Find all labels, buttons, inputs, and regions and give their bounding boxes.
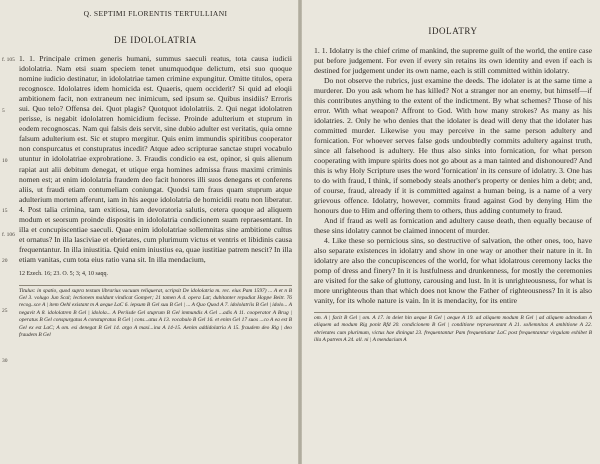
line-number: 15 <box>2 208 8 214</box>
line-number: 25 <box>2 308 8 314</box>
line-number: 30 <box>2 358 8 364</box>
paragraph: Do not observe the rubrics, just examine the deeds. The idolater is at the same time a murderer. Do you ask whom he has killed? Not a stranger nor an enemy, but himself—if this contributes anything to the extent of the indictment. By what schemes? Those of his error. With what weapon? Affront to God. With how many strokes? As many as his idolatries. 2. Only he who denies that the idolater is dead will deny that the idolater has committed murder. Likewise you may perceive in the same person adultery and fornication. For whoever serves false gods undoubtedly commits adultery against truth, since all falsehood is adultery. He thus also sinks into fornication, for what person cooperating with impure spirits does not go about as a man tainted and dishonoured? And this is why Holy Scripture uses the word 'fornication' in its censure of idolatry. 3. One has to do with fraud, I think, if somebody steals another's property or denies him a debt; and, of course, fraud, already if it is committed against a human being, is a name of a very grievous offence. Idolatry, however, commits fraud against God by denying Him the honours due to Him and offering them to others, thus adding contumely to fraud. <box>314 76 592 215</box>
right-page-english <box>302 0 600 464</box>
margin-folio-label: f. 105 <box>2 57 15 63</box>
critical-apparatus: om. A | facit B Gel | om. A 17. in deiet hin aeque B Gel | aeque A 19. ad aliquem modum B Gel | ad aliquem admodum A aliquem ad modum Rig ponit Rfd 20. condicionem B Gel | conditione repraesentant A 21. sollemnitas A ambitione A 22. ebrietates cum plurimum, victus hae diningut 23. frequentantur Pam frequentiatur LaC post frequentantur virgulam exhibet B illa A patrem A 24. all. ni | A mendacium A <box>314 312 592 345</box>
line-number: 5 <box>2 108 5 114</box>
running-head: Q. SEPTIMI FLORENTIS TERTULLIANI <box>83 9 228 18</box>
paragraph: And if fraud as well as fornication and adultery cause death, then equally because of these sins idolatry cannot be claimed innocent of murder. <box>314 216 592 235</box>
paragraph: 1. 1. Idolatry is the chief crime of mankind, the supreme guilt of the world, the entire case put before judgement. For even if every sin retains its own identity and even if each is destined for judgement under its own name, each is still committed within idolatry. <box>314 46 592 75</box>
line-number: 10 <box>2 158 8 164</box>
critical-apparatus: Titulus: in spatio, quod supra textum librarius vacuum reliquerat, scripsit De idololatria m. rec. eius Pam 1597) ... A et n B Gel 3. volugo Jun Scal; lectionem maldunt vindicat Gomper; 21 tamen A 4. opera Lat; dubitanter repudiat Hoppe Beitr. 76 recog..sce A | item Oehl existant m A aeque LaC 6. iepsum B Gel suu B Gel | ... A Quo Quod A 7. idololatriis B Gel | idolo... A negavit A 8. idololatren B Gel | idolola... A Periisde Gel stuprum B Gel immundis A Gel ...adis A 11. cooperator A Brug | operatus B Gel conspurgatus A constupratus B Gel | cons...atus A 13. vocabulo B Gel 16. et enim Gel 17 suos ...co A ea est B Gel ex est LaC; A om. esi denegat B Gel 14. argo A maxi...ina A 14-15. Aenim addidolatria A 15. fraudem deo Rig | deo fraudem B Gel <box>19 285 292 340</box>
english-text <box>314 46 592 306</box>
paragraph: 4. Like these so pernicious sins, so destructive of salvation, the other ones, too, have also separate existences in idolatry and show in one way or another their nature in it. In idolatry are also the concupiscences of the world, for what idolatrous ceremony lacks the pomp of dress and finery? In it is lustfulness and drunkenness, for mostly the ceremonies are visited for the sake of gluttony, carousing and lust. In it is unrighteousness, for what is more unrighteous than that which does not know the Father of righteousness? In it is also vanity, for its whole nature is vain. In it is mendacity, for its entire <box>314 236 592 305</box>
latin-title: DE IDOLOLATRIA <box>114 35 197 45</box>
scripture-footnote: 12 Ezech. 16; 23. O. 5; 3; 4, 10 saqq. <box>19 270 108 277</box>
latin-text: 1. 1. Principale crimen generis humani, summus saeculi reatus, tota causa iudicii idololatria. Nam etsi suam speciem tenet unumquodque delictum, etsi suo quoque nomine iudicio destinatur, in idololatriae tamen crimine expungitur. Omitte titulos, opera recognosce. Idololatres idem homicida est. Quaeris, quem occiderit? Si quid ad eloqii ambitionem facit, non extraneum nec inimicum, sed ipsum se. Quibus insidiis? Erroris sui. Quo telo? Offensa dei. Quot plagis? Quotquot idololatriis. 2. Qui negat idololatren perisse, is negabit idololatren homicidium fecisse. Proinde adulterium et stuprum in eodem recognoscas. Nam qui falsis deis servit, sine dubio adulter est veritatis, quia omne falsum adulterium est. Sic et stupro mergitur. Quis enim immundis spiritibus cooperator non conspurcatus et constupratus incedit? Atque adeo scripturae sanctae stupri vocabulo utuntur in idololatriae exprobratione. 3. Fraudis condicio ea est, opinor, si quis alienum rapiat aut alii debitum denegat, et utique erga homines admissa fraus maximi criminis nomen est; at enim idololatria fraudem deo facit honores illi suos denegans et conferens aliis, ut fraudi etiam contumeliam coniungat. Quodsi tam fraus quam stuprum atque adulterium mortem afferunt, iam in his aeque idololatria de homicidii reatu non liberatur. 4. Post talia crimina, tam exitiosa, tam devoratoria salutis, cetera quoque ad aliquem modum et seorsum proinde dispositis in idololatria condicionem suam repraesentant. In illa et concupiscentiae saeculi. Quae enim idololatriae sollemnitas sine ambitione cultus et ornatus? In illa lasciviae et ebrietates, cum plurimum victus et ventris et libidinis causa frequentantur. In illa iniustitia. Quid enim iniustius ea, quae iustitiae patrem nescit? In illa etiam vanitas, cum tota eius ratio vana sit. In illa mendacium, <box>19 54 292 264</box>
line-number: 20 <box>2 258 8 264</box>
left-page-latin <box>0 0 298 464</box>
margin-folio-label: f. 106 <box>2 232 15 238</box>
english-title: IDOLATRY <box>428 26 478 36</box>
